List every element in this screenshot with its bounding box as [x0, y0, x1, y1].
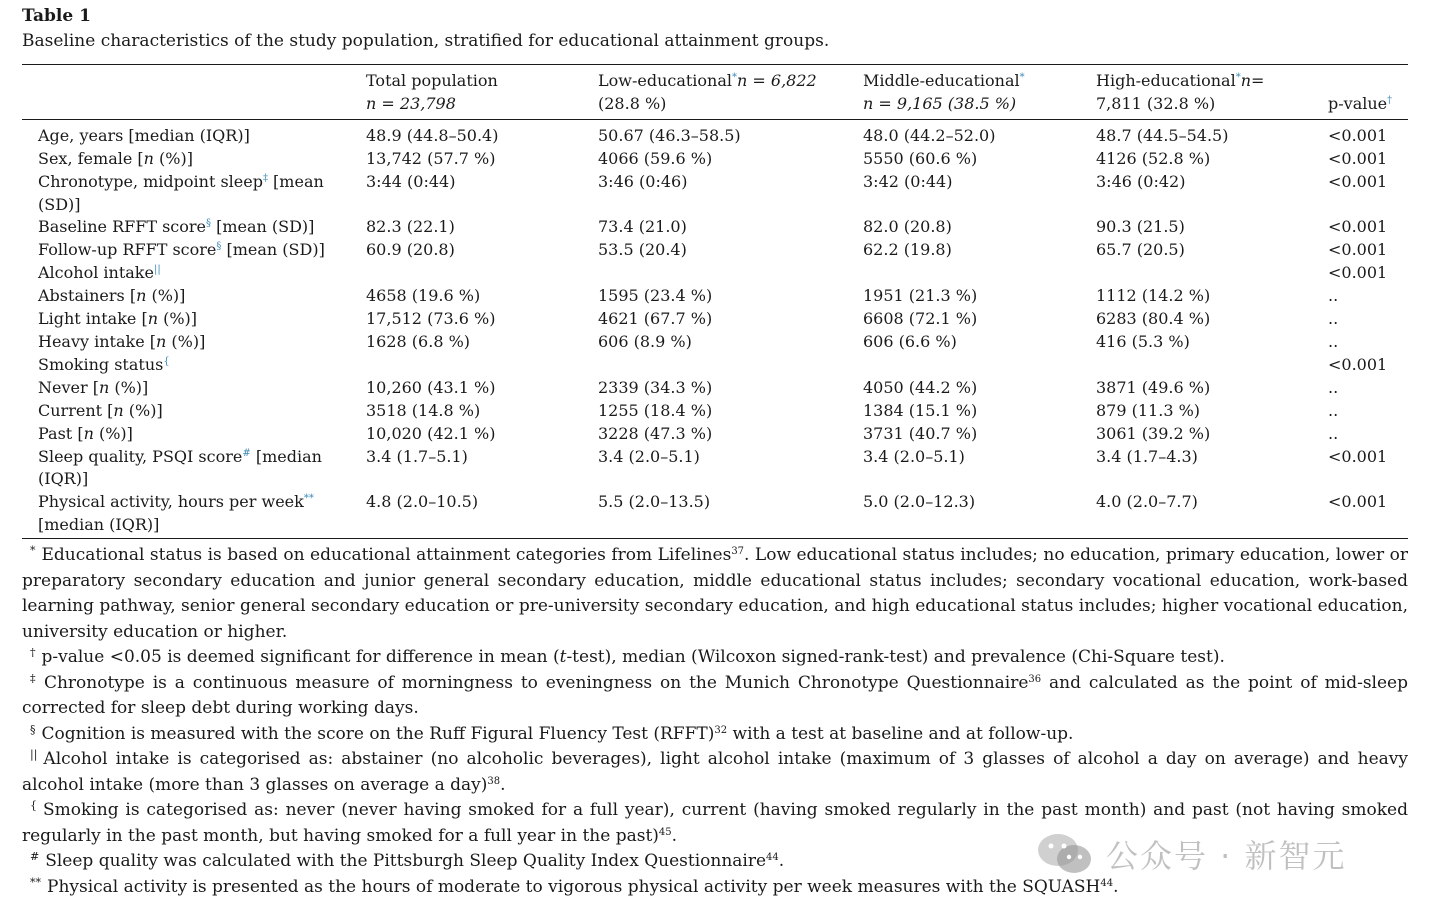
header-total-title: Total population	[366, 71, 498, 90]
footnote-text: Alcohol intake is categorised as: abstainer (no alcoholic beverages), light alcohol intake (maximum of 3 glasses of alcohol a day on average) and heavy alcohol intake (more than 3 glasses on average a day)	[22, 749, 1408, 795]
cell-high	[1096, 354, 1328, 377]
row-label-text: Alcohol intake	[38, 263, 154, 283]
cell-high: 1112 (14.2 %)	[1096, 286, 1211, 306]
cell-total: 10,260 (43.1 %)	[366, 377, 496, 397]
cell-middle: 5.0 (2.0–12.3)	[863, 492, 976, 512]
cell-total	[366, 354, 598, 377]
row-label-suffix: (%)]	[166, 331, 206, 351]
footnote-mark: ||	[30, 748, 38, 762]
cell-high: 6283 (80.4 %)	[1096, 309, 1211, 329]
table-label: Table 1	[22, 6, 91, 26]
header-high	[1096, 65, 1328, 119]
table-row	[22, 171, 1408, 217]
row-footnote-mark[interactable]: #	[242, 447, 251, 459]
row-label-suffix: (%)]	[153, 148, 193, 168]
footnote-italic: t	[559, 647, 567, 668]
row-label-text: Abstainers [	[38, 286, 137, 306]
row-label-text: Current [	[38, 400, 114, 420]
table-body	[22, 120, 1408, 538]
cell-low	[598, 262, 863, 285]
row-label	[22, 491, 366, 538]
footnote-text: Physical activity is presented as the hours of moderate to vigorous physical activity per week measures with the SQUASH	[47, 876, 1101, 897]
row-label-text: Physical activity, hours per week	[38, 492, 304, 512]
cell-middle: 82.0 (20.8)	[863, 217, 952, 237]
footnote-after: .	[671, 825, 678, 846]
header-middle-n: n = 9,165 (38.5 %)	[863, 93, 1017, 113]
row-label	[22, 216, 366, 239]
cell-p: <0.001	[1328, 240, 1388, 260]
row-label-text: Past [	[38, 423, 84, 443]
footnote-after: .	[500, 774, 506, 795]
footnote-mark: *	[30, 544, 36, 558]
table-row	[22, 120, 1408, 148]
cell-high: 3.4 (1.7–4.3)	[1096, 446, 1198, 466]
footnote-ref: 44	[1100, 877, 1114, 889]
row-label-text: Light intake [	[38, 309, 148, 329]
cell-middle: 48.0 (44.2–52.0)	[863, 125, 996, 145]
cell-high: 879 (11.3 %)	[1096, 400, 1201, 420]
cell-p: <0.001	[1328, 492, 1388, 512]
row-label	[22, 285, 366, 308]
table-row	[22, 331, 1408, 354]
cell-p: <0.001	[1328, 125, 1388, 145]
row-label-text: Age, years [median (IQR)]	[38, 125, 250, 145]
cell-middle: 4050 (44.2 %)	[863, 377, 978, 397]
footnote	[22, 671, 1408, 722]
cell-p: ..	[1328, 423, 1339, 443]
footnote-ref: 36	[1028, 673, 1042, 685]
header-high-title: High-educational	[1096, 71, 1236, 90]
cell-middle: 606 (6.6 %)	[863, 331, 957, 351]
row-label	[22, 377, 366, 400]
row-label-italic: n	[83, 423, 94, 443]
cell-total: 3518 (14.8 %)	[366, 400, 481, 420]
row-footnote-mark[interactable]: §	[206, 218, 211, 230]
cell-low: 50.67 (46.3–58.5)	[598, 125, 741, 145]
cell-total: 82.3 (22.1)	[366, 217, 455, 237]
row-label-italic: n	[136, 286, 147, 306]
row-footnote-mark[interactable]: {	[163, 355, 170, 367]
row-label-italic: n	[156, 331, 167, 351]
header-high-n: n=	[1240, 71, 1265, 90]
cell-low: 1255 (18.4 %)	[598, 400, 713, 420]
cell-p: <0.001	[1328, 354, 1388, 374]
row-label-text: Follow-up RFFT score	[38, 240, 217, 260]
row-footnote-mark[interactable]: ‡	[262, 172, 268, 184]
header-middle-mark[interactable]: *	[1019, 72, 1025, 83]
cell-low: 4621 (67.7 %)	[598, 309, 713, 329]
cell-total	[366, 262, 598, 285]
row-label	[22, 423, 366, 446]
cell-high: 65.7 (20.5)	[1096, 240, 1185, 260]
cell-low: 4066 (59.6 %)	[598, 148, 713, 168]
cell-p: <0.001	[1328, 171, 1388, 191]
cell-middle: 62.2 (19.8)	[863, 240, 952, 260]
table-row	[22, 308, 1408, 331]
footnote-after: with a test at baseline and at follow-up.	[727, 723, 1074, 744]
row-label-italic: n	[143, 148, 154, 168]
table-row	[22, 285, 1408, 308]
cell-total: 48.9 (44.8–50.4)	[366, 125, 499, 145]
header-middle	[863, 65, 1096, 119]
footnote-text: Smoking is categorised as: never (never having smoked for a full year), current (having smoked regularly in the past month) and past (not having smoked regularly in the past month, but having smoked for a full year in the past)	[22, 800, 1408, 846]
row-label-suffix: (%)]	[123, 400, 163, 420]
row-label-suffix: (%)]	[109, 377, 149, 397]
row-label-suffix: [mean (SD)]	[38, 171, 324, 214]
bottom-rule	[22, 538, 1408, 539]
footnote-after: .	[778, 851, 785, 872]
wechat-icon	[1036, 831, 1094, 877]
cell-p: ..	[1328, 377, 1339, 397]
header-blank	[22, 65, 366, 119]
cell-low: 73.4 (21.0)	[598, 217, 687, 237]
footnote-text: Cognition is measured with the score on the Ruff Figural Fluency Test (RFFT)	[41, 723, 715, 744]
cell-low: 3.4 (2.0–5.1)	[598, 446, 700, 466]
cell-p: ..	[1328, 286, 1339, 306]
row-label-text: Baseline RFFT score	[38, 217, 206, 237]
header-low-pct: (28.8 %)	[598, 93, 667, 113]
row-label-suffix: [median (IQR)]	[38, 515, 160, 535]
row-label-italic: n	[147, 309, 158, 329]
header-low-title: Low-educational	[598, 71, 733, 90]
header-pvalue-label: p-value	[1328, 93, 1388, 113]
cell-p: ..	[1328, 331, 1339, 351]
row-label-text: Heavy intake [	[38, 331, 157, 351]
cell-middle: 1951 (21.3 %)	[863, 286, 978, 306]
footnote-after: .	[1113, 876, 1119, 897]
cell-high: 3061 (39.2 %)	[1096, 423, 1211, 443]
cell-p: ..	[1328, 309, 1339, 329]
cell-total: 17,512 (73.6 %)	[366, 309, 496, 329]
header-total	[366, 65, 598, 119]
footnote-mark: {	[30, 799, 37, 813]
watermark	[1036, 828, 1347, 880]
cell-p: <0.001	[1328, 217, 1388, 237]
cell-high: 3:46 (0:42)	[1096, 171, 1186, 191]
cell-low: 2339 (34.3 %)	[598, 377, 713, 397]
cell-low: 3:46 (0:46)	[598, 171, 688, 191]
cell-high: 3871 (49.6 %)	[1096, 377, 1211, 397]
row-label-text: Never [	[38, 377, 99, 397]
cell-total: 3:44 (0:44)	[366, 171, 456, 191]
footnote-after: and calculated as the point of mid-sleep corrected for sleep debt during working days.	[22, 672, 1408, 719]
cell-high: 48.7 (44.5–54.5)	[1096, 125, 1229, 145]
row-label-suffix: [mean (SD)]	[221, 240, 325, 260]
cell-p: <0.001	[1328, 446, 1388, 466]
row-label	[22, 239, 366, 262]
row-label-text: Smoking status	[38, 354, 164, 374]
cell-middle: 5550 (60.6 %)	[863, 148, 978, 168]
header-pvalue	[1328, 65, 1408, 119]
footnote-after: -test), median (Wilcoxon signed-rank-test) and prevalence (Chi-Square test).	[566, 647, 1225, 668]
table-caption: Baseline characteristics of the study population, stratified for educational attainment groups.	[22, 31, 830, 51]
header-pvalue-mark[interactable]: †	[1387, 94, 1393, 106]
cell-high: 90.3 (21.5)	[1096, 217, 1185, 237]
cell-middle	[863, 354, 1096, 377]
row-label-text: Chronotype, midpoint sleep	[38, 171, 263, 191]
cell-p: <0.001	[1328, 263, 1388, 283]
cell-middle: 3.4 (2.0–5.1)	[863, 446, 965, 466]
row-label	[22, 354, 366, 377]
cell-high: 416 (5.3 %)	[1096, 331, 1190, 351]
table-row	[22, 354, 1408, 377]
cell-total: 4.8 (2.0–10.5)	[366, 492, 479, 512]
table-row	[22, 400, 1408, 423]
table-row	[22, 216, 1408, 239]
row-footnote-mark[interactable]: ||	[153, 264, 161, 276]
row-footnote-mark[interactable]: §	[216, 241, 222, 253]
footnote-text: p-value <0.05 is deemed significant for difference in mean (	[41, 647, 560, 668]
row-label	[22, 120, 366, 148]
row-label	[22, 446, 366, 492]
row-label	[22, 308, 366, 331]
table-row	[22, 377, 1408, 400]
cell-low: 5.5 (2.0–13.5)	[598, 492, 711, 512]
footnote	[22, 722, 1408, 748]
cell-p: ..	[1328, 400, 1339, 420]
footnote-text: Educational status is based on educational attainment categories from Lifelines	[41, 545, 732, 566]
cell-total: 10,020 (42.1 %)	[366, 423, 496, 443]
cell-low: 606 (8.9 %)	[598, 331, 692, 351]
row-label-suffix: (%)]	[146, 286, 186, 306]
footnote-ref: 37	[731, 546, 745, 558]
footnote	[22, 645, 1408, 671]
row-label-text: Sleep quality, PSQI score	[38, 446, 243, 466]
footnote-mark: §	[30, 722, 36, 736]
cell-total: 3.4 (1.7–5.1)	[366, 446, 468, 466]
footnote-ref: 45	[658, 826, 672, 838]
footnote-after: . Low educational status includes; no education, primary education, lower or preparatory secondary education and junior general secondary education, middle educational status includes; secondary vocational education, work-based learning pathway, senior general secondary education or pre-university secondary education, and high educational status includes; higher vocational education, university education or higher.	[22, 545, 1408, 642]
table-row	[22, 423, 1408, 446]
table-row	[22, 148, 1408, 171]
row-label-italic: n	[98, 377, 110, 397]
cell-middle: 3731 (40.7 %)	[863, 423, 978, 443]
cell-high: 4126 (52.8 %)	[1096, 148, 1211, 168]
table-figure	[22, 4, 1408, 900]
cell-total: 13,742 (57.7 %)	[366, 148, 496, 168]
footnote-text: Sleep quality was calculated with the Pittsburgh Sleep Quality Index Questionnaire	[45, 851, 767, 872]
cell-middle	[863, 262, 1096, 285]
header-high-pct: 7,811 (32.8 %)	[1096, 93, 1216, 113]
row-label	[22, 171, 366, 217]
row-footnote-mark[interactable]: **	[303, 493, 314, 505]
header-high-mark[interactable]: *	[1235, 72, 1241, 83]
row-label-suffix: [median (IQR)]	[38, 446, 322, 489]
header-low-mark[interactable]: *	[732, 72, 738, 83]
table-row	[22, 262, 1408, 285]
table-row	[22, 239, 1408, 262]
footnote-text: Chronotype is a continuous measure of morningness to eveningness on the Munich Chronotype Questionnaire	[43, 672, 1029, 693]
row-label-text: Sex, female [	[38, 148, 144, 168]
cell-total: 1628 (6.8 %)	[366, 331, 471, 351]
cell-total: 4658 (19.6 %)	[366, 286, 481, 306]
row-label	[22, 262, 366, 285]
cell-middle: 3:42 (0:44)	[863, 171, 953, 191]
row-label-suffix: (%)]	[158, 309, 198, 329]
row-label-suffix: [mean (SD)]	[211, 217, 315, 237]
header-low	[598, 65, 863, 119]
footnote-mark: †	[30, 646, 36, 660]
cell-middle: 6608 (72.1 %)	[863, 309, 978, 329]
row-label-suffix: (%)]	[93, 423, 133, 443]
cell-high	[1096, 262, 1328, 285]
cell-total: 60.9 (20.8)	[366, 240, 455, 260]
table-row	[22, 491, 1408, 538]
header-row	[22, 65, 1408, 119]
header-low-n: n = 6,822	[737, 71, 817, 90]
footnote-mark: **	[30, 875, 41, 889]
table-row	[22, 446, 1408, 492]
watermark-text: 公众号 · 新智元	[1106, 837, 1347, 875]
footnote	[22, 543, 1408, 645]
baseline-table	[22, 65, 1408, 538]
footnote	[22, 747, 1408, 798]
row-label	[22, 148, 366, 171]
footnote-ref: 32	[714, 724, 728, 736]
cell-p: <0.001	[1328, 148, 1388, 168]
header-total-n: n = 23,798	[366, 93, 456, 113]
footnote-mark: ‡	[30, 671, 38, 685]
row-label-italic: n	[113, 400, 124, 420]
cell-low: 53.5 (20.4)	[598, 240, 687, 260]
footnote-ref: 44	[766, 852, 779, 864]
footnote-ref: 38	[487, 775, 501, 787]
footnote-mark: #	[30, 850, 40, 864]
cell-low	[598, 354, 863, 377]
row-label	[22, 331, 366, 354]
cell-low: 3228 (47.3 %)	[598, 423, 713, 443]
row-label	[22, 400, 366, 423]
cell-low: 1595 (23.4 %)	[598, 286, 713, 306]
cell-high: 4.0 (2.0–7.7)	[1096, 492, 1198, 512]
cell-middle: 1384 (15.1 %)	[863, 400, 978, 420]
header-middle-title: Middle-educational	[863, 71, 1020, 90]
